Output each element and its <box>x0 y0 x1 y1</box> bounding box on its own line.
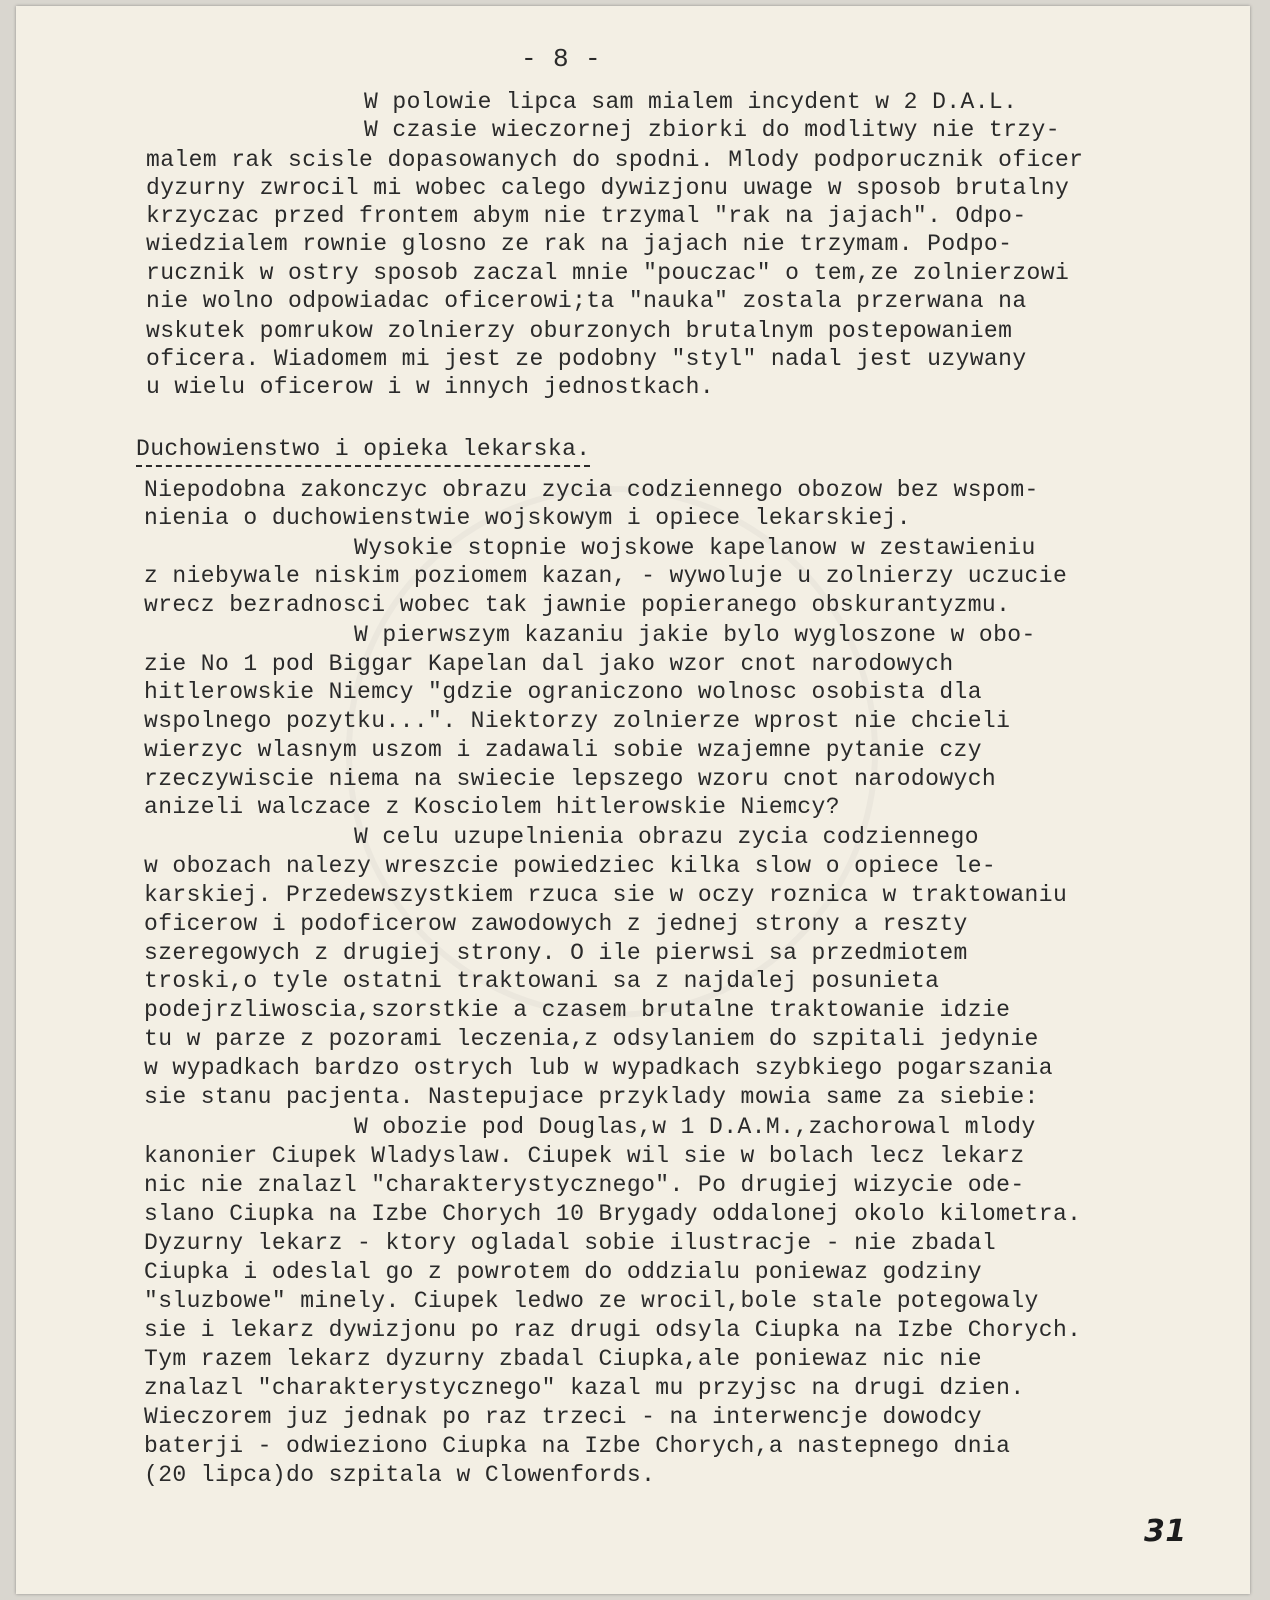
paragraph-2-line: karskiej. Przedewszystkiem rzuca sie w oczy roznica w traktowaniu <box>144 882 1068 908</box>
paragraph-2-line: szeregowych z drugiej strony. O ile pierwsi sa przedmiotem <box>144 940 968 966</box>
paragraph-2-line: wrecz bezradnosci wobec tak jawnie popieranego obskurantyzmu. <box>144 592 1011 618</box>
paragraph-2-line: w obozach nalezy wreszcie powiedziec kilka slow o opiece le- <box>144 853 997 879</box>
paragraph-2-line: W celu uzupelnienia obrazu zycia codziennego <box>354 824 979 850</box>
paragraph-2-line: podejrzliwoscia,szorstkie a czasem brutalne traktowanie idzie <box>144 997 1011 1023</box>
paragraph-2-line: nic nie znalazl "charakterystycznego". Po drugiej wizycie ode- <box>144 1172 1025 1198</box>
paragraph-1-line: dyzurny zwrocil mi wobec calego dywizjonu uwage w sposob brutalny <box>146 175 1070 201</box>
paragraph-2-line: sie stanu pacjenta. Nastepujace przyklady mowia same za siebie: <box>144 1084 1039 1110</box>
paragraph-1-line: W czasie wieczornej zbiorki do modlitwy nie trzy- <box>364 117 1060 143</box>
paragraph-1-line: krzyczac przed frontem abym nie trzymal "rak na jajach". Odpo- <box>146 203 1027 229</box>
page-number: - 8 - <box>521 44 602 74</box>
paragraph-2-line: nienia o duchowienstwie wojskowym i opiece lekarskiej. <box>144 505 911 531</box>
paragraph-2-line: kanonier Ciupek Wladyslaw. Ciupek wil sie w bolach lecz lekarz <box>144 1143 1025 1169</box>
paragraph-1-line: rucznik w ostry sposob zaczal mnie "pouczac" o tem,ze zolnierzowi <box>146 260 1070 286</box>
paragraph-2-line: troski,o tyle ostatni traktowani sa z najdalej posunieta <box>144 968 940 994</box>
paragraph-2-line: tu w parze z pozorami leczenia,z odsylaniem do szpitali jedynie <box>144 1026 1039 1052</box>
paragraph-2-line: wierzyc wlasnym uszom i zadawali sobie wzajemne pytanie czy <box>144 737 982 763</box>
paragraph-2-line: Ciupka i odeslal go z powrotem do oddzialu poniewaz godziny <box>144 1259 982 1285</box>
document-page <box>16 6 1250 1594</box>
paragraph-2-line: wspolnego pozytku...". Niektorzy zolnierze wprost nie chcieli <box>144 708 1011 734</box>
handwritten-archive-number: 31 <box>1144 1514 1187 1549</box>
paragraph-2-line: w wypadkach bardzo ostrych lub w wypadkach szybkiego pogarszania <box>144 1055 1053 1081</box>
paragraph-2-line: W obozie pod Douglas,w 1 D.A.M.,zachorowal mlody <box>354 1114 1036 1140</box>
paragraph-2-line: sie i lekarz dywizjonu po raz drugi odsyla Ciupka na Izbe Chorych. <box>144 1317 1082 1343</box>
section-heading: Duchowienstwo i opieka lekarska. <box>136 436 590 467</box>
paragraph-2-line: hitlerowskie Niemcy "gdzie ograniczono wolnosc osobista dla <box>144 679 982 705</box>
paragraph-1-line: wskutek pomrukow zolnierzy oburzonych brutalnym postepowaniem <box>146 318 1013 344</box>
paragraph-2-line: "sluzbowe" minely. Ciupek ledwo ze wrocil,bole stale potegowaly <box>144 1288 1039 1314</box>
paragraph-2-line: rzeczywiscie niema na swiecie lepszego wzoru cnot narodowych <box>144 766 997 792</box>
paragraph-1-line: wiedzialem rownie glosno ze rak na jajach nie trzymam. Podpo- <box>146 231 1013 257</box>
paragraph-2-line: Niepodobna zakonczyc obrazu zycia codziennego obozow bez wspom- <box>144 477 1039 503</box>
paragraph-1-line: oficera. Wiadomem mi jest ze podobny "styl" nadal jest uzywany <box>146 346 1027 372</box>
paragraph-2-line: Dyzurny lekarz - ktory ogladal sobie ilustracje - nie zbadal <box>144 1230 997 1256</box>
paragraph-2-line: W pierwszym kazaniu jakie bylo wygloszone w obo- <box>354 622 1036 648</box>
paragraph-2-line: Wysokie stopnie wojskowe kapelanow w zestawieniu <box>354 535 1036 561</box>
paragraph-2-line: Tym razem lekarz dyzurny zbadal Ciupka,ale poniewaz nic nie <box>144 1346 982 1372</box>
paragraph-1-line: u wielu oficerow i w innych jednostkach. <box>146 374 715 400</box>
paragraph-1-line: W polowie lipca sam mialem incydent w 2 D.A.L. <box>364 89 1018 115</box>
paragraph-2-line: z niebywale niskim poziomem kazan, - wywoluje u zolnierzy uczucie <box>144 563 1068 589</box>
paragraph-2-line: slano Ciupka na Izbe Chorych 10 Brygady oddalonej okolo kilometra. <box>144 1201 1082 1227</box>
paragraph-1-line: malem rak scisle dopasowanych do spodni. Mlody podporucznik oficer <box>146 147 1084 173</box>
paragraph-2-line: baterji - odwieziono Ciupka na Izbe Chorych,a nastepnego dnia <box>144 1433 1011 1459</box>
paragraph-2-line: znalazl "charakterystycznego" kazal mu przyjsc na drugi dzien. <box>144 1375 1025 1401</box>
typewritten-text <box>16 6 1250 1594</box>
paragraph-1-line: nie wolno odpowiadac oficerowi;ta "nauka" zostala przerwana na <box>146 288 1027 314</box>
paragraph-2-line: zie No 1 pod Biggar Kapelan dal jako wzor cnot narodowych <box>144 651 954 677</box>
paragraph-2-line: anizeli walczace z Kosciolem hitlerowskie Niemcy? <box>144 794 840 820</box>
paragraph-2-line: Wieczorem juz jednak po raz trzeci - na interwencje dowodcy <box>144 1404 982 1430</box>
paragraph-2-line: oficerow i podoficerow zawodowych z jednej strony a reszty <box>144 911 968 937</box>
paragraph-2-line: (20 lipca)do szpitala w Clowenfords. <box>144 1462 656 1488</box>
